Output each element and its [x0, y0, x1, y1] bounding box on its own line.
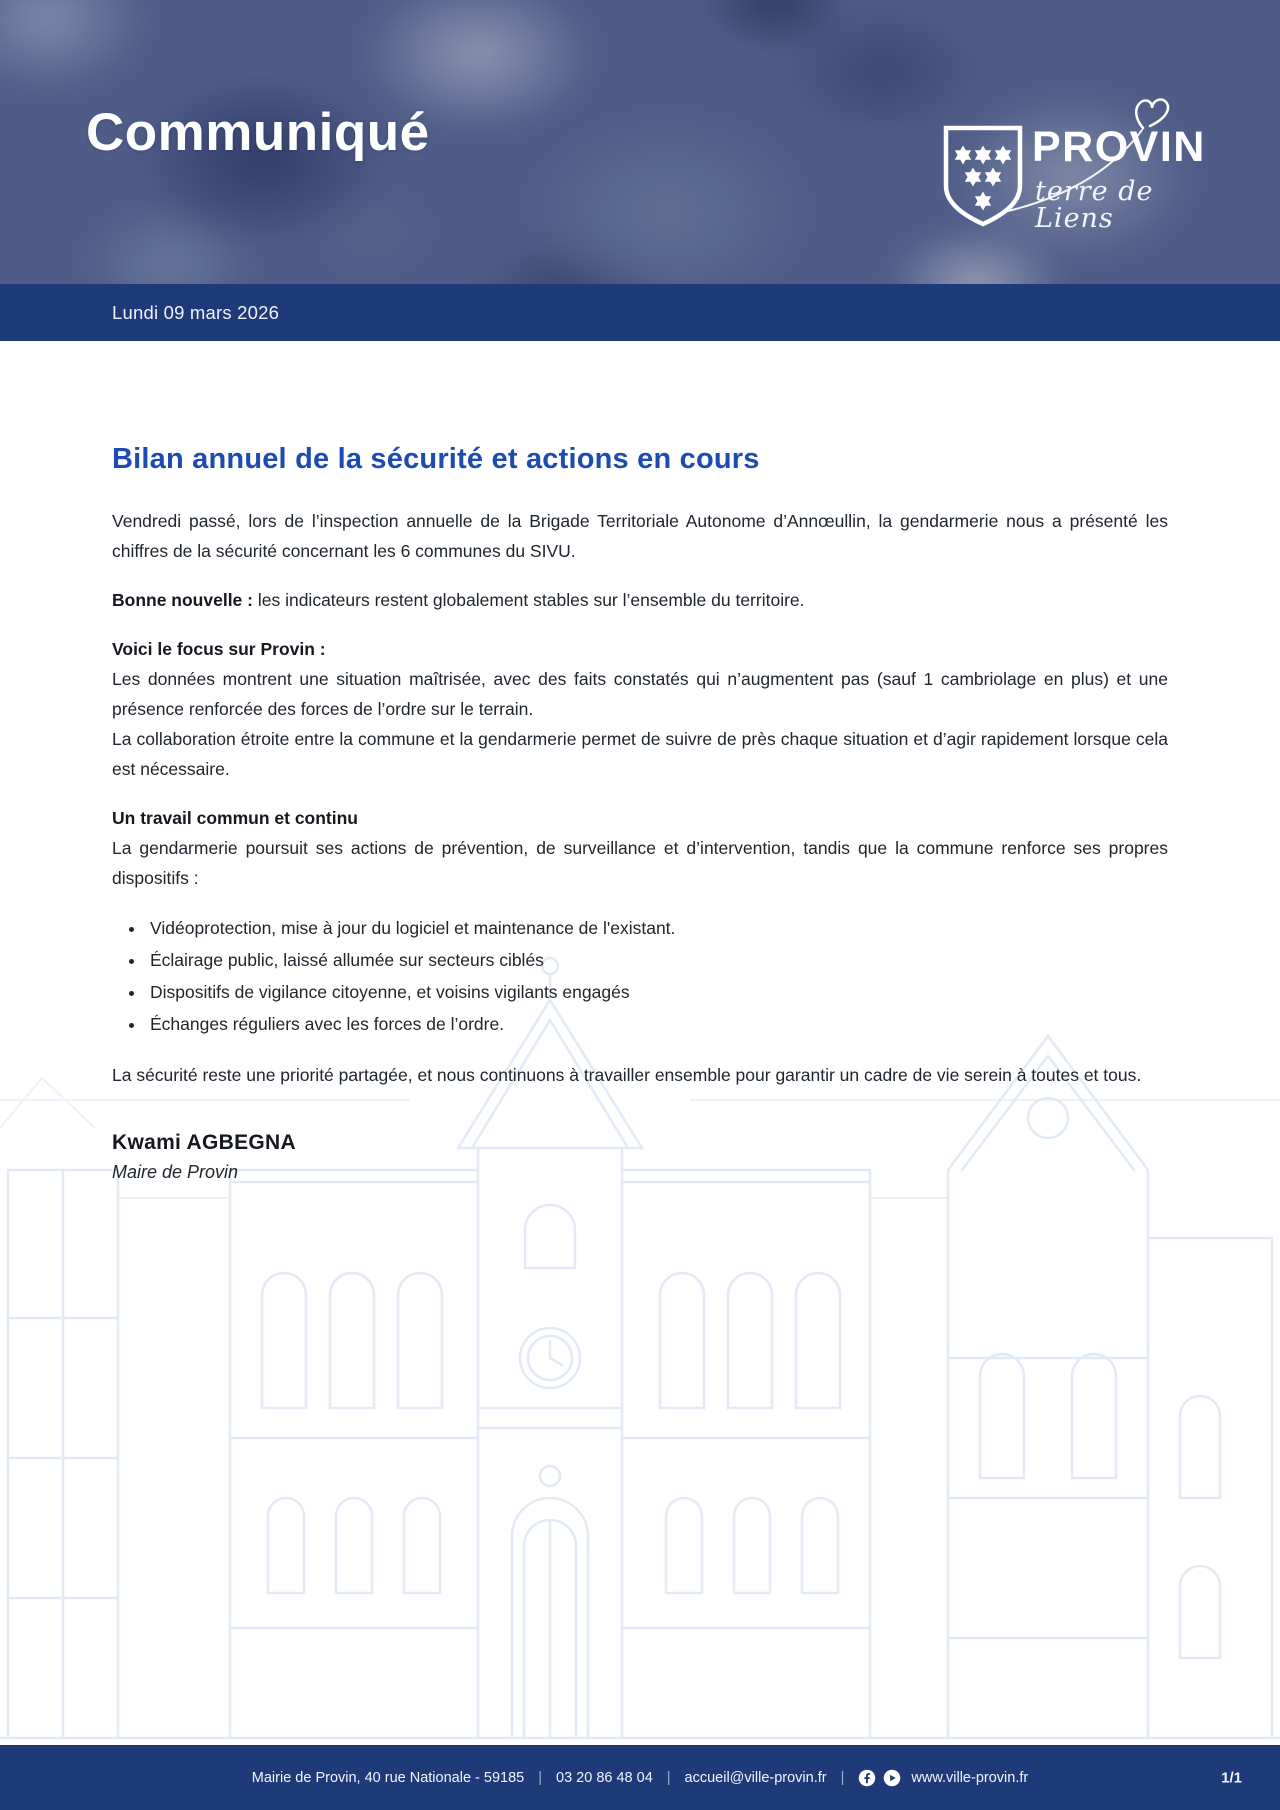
- focus-heading: Voici le focus sur Provin :: [112, 639, 326, 659]
- list-item-text: Dispositifs de vigilance citoyenne, et voisins vigilants engagés: [150, 982, 630, 1002]
- paragraph-closing: La sécurité reste une priorité partagée, et nous continuons à travailler ensemble pour garantir un cadre de vie serein à toutes et tous.: [112, 1065, 1142, 1085]
- list-item: [146, 976, 1168, 1008]
- paragraph-intro: Vendredi passé, lors de l’inspection annuelle de la Brigade Territoriale Autonome d’Annœullin, la gendarmerie nous a présenté les chiffres de la sécurité concernant les 6 communes du SIVU.: [112, 511, 1168, 561]
- article-title: Bilan annuel de la sécurité et actions en cours: [112, 443, 760, 475]
- paragraph-good-news: [112, 585, 1168, 615]
- list-item: [146, 944, 1168, 976]
- paragraph-focus: [112, 634, 1168, 784]
- footer-separator: |: [538, 1769, 542, 1786]
- paragraph-work: [112, 803, 1168, 893]
- footer-social-icons: [858, 1769, 901, 1787]
- work-text: La gendarmerie poursuit ses actions de prévention, de surveillance et d’intervention, tandis que la commune renforce ses propres dispositifs :: [112, 838, 1168, 888]
- footer-contact-line: [0, 1769, 1280, 1787]
- footer-email-link[interactable]: accueil@ville-provin.fr: [684, 1769, 827, 1786]
- work-heading: Un travail commun et continu: [112, 808, 358, 828]
- list-item-text: Échanges réguliers avec les forces de l’ordre.: [150, 1014, 505, 1034]
- footer-bar: [0, 1745, 1280, 1810]
- signature-role: Maire de Provin: [112, 1162, 239, 1182]
- list-item-text: Éclairage public, laissé allumée sur secteurs ciblés: [150, 950, 544, 970]
- footer-phone: 03 20 86 48 04: [556, 1769, 653, 1786]
- good-news-label: Bonne nouvelle :: [112, 590, 253, 610]
- footer-separator: |: [666, 1769, 671, 1786]
- shield-stars-icon: [942, 124, 1024, 228]
- logo-wordmark: PROVIN: [1032, 123, 1206, 171]
- list-item: [146, 912, 1168, 944]
- facebook-icon[interactable]: [858, 1769, 876, 1787]
- focus-line-1: Les données montrent une situation maîtrisée, avec des faits constatés qui n’augmentent pas (sauf 1 cambriolage en plus) et une présence renforcée des forces de l’ordre sur le terrain.: [112, 669, 1168, 719]
- footer-separator: |: [840, 1769, 845, 1786]
- good-news-text: les indicateurs restent globalement stables sur l’ensemble du territoire.: [252, 590, 805, 610]
- list-item-text: Vidéoprotection, mise à jour du logiciel et maintenance de l'existant.: [150, 918, 676, 938]
- document-date: Lundi 09 mars 2026: [112, 301, 280, 323]
- focus-line-2: La collaboration étroite entre la commune et la gendarmerie permet de suivre de près chaque situation et d’agir rapidement lorsque cela est nécessaire.: [112, 729, 1168, 779]
- signature-block: [112, 1128, 1168, 1186]
- logo-tagline: terre de Liens: [1035, 176, 1154, 234]
- page-title: Communiqué: [86, 103, 430, 162]
- measures-list: [112, 912, 1168, 1040]
- date-bar: [0, 284, 1280, 341]
- header-banner: [0, 0, 1280, 284]
- list-item: [146, 1008, 1168, 1040]
- footer-website-link[interactable]: www.ville-provin.fr: [911, 1769, 1029, 1786]
- footer-address: Mairie de Provin, 40 rue Nationale - 59185: [251, 1769, 525, 1786]
- article-body: [112, 442, 1168, 1186]
- page-number: 1/1: [1221, 1769, 1242, 1786]
- signature-name: Kwami AGBEGNA: [112, 1131, 296, 1154]
- youtube-icon[interactable]: [883, 1769, 901, 1787]
- provin-logo: [938, 78, 1218, 234]
